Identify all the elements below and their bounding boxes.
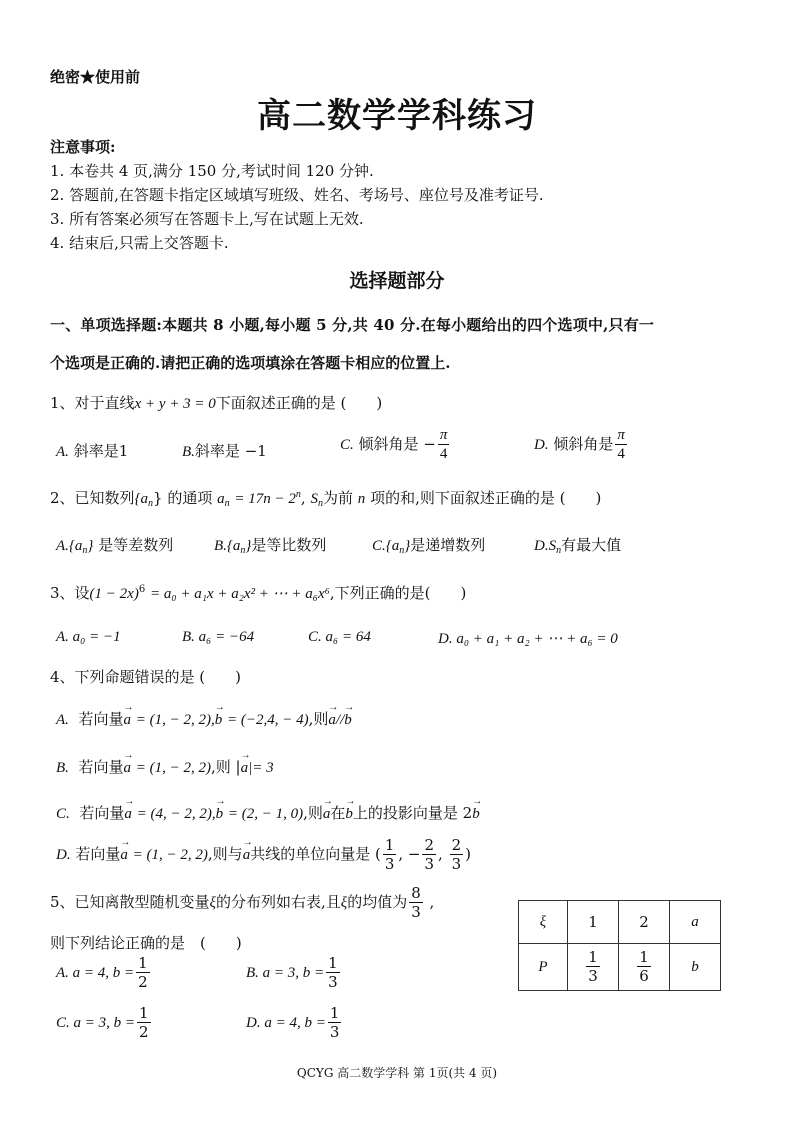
question-5-stem-line2: 则下列结论正确的是 ( ) [50,934,242,952]
q5-option-d: D. a = 4, b = $\frac{1}{3}$ [246,1004,340,1041]
q1-option-d: D. 倾斜角是 $\frac{\pi}{4}$ [534,427,625,462]
notice-item: 1. 本卷共 4 页,满分 150 分,考试时间 120 分钟. [50,162,374,180]
table-cell: b [670,944,721,991]
q4-option-a: A. 若向量→ a = (1, − 2, 2),→ b = (−2,4, − 4),则→ a//→ b [56,708,352,729]
section-instruction: 一、单项选择题:本题共 8 小题,每小题 5 分,共 40 分.在每小题给出的四个选项中,只有一 [50,316,655,334]
distribution-table [518,900,721,991]
question-3-stem: 3、设$(1 - 2x)^6 = a_0 + a_1x + a_2x^2$ + ⋯ + a₆x⁶,下列正确的是( ) [50,584,467,602]
table-cell: $\frac{1}{6}$ [619,944,670,991]
q4-option-b: B. 若向量→ a = (1, − 2, 2),则 |→ a|= 3 [56,756,274,777]
q5-option-c: C. a = 3, b = $\frac{1}{2}$ [56,1004,149,1041]
notice-item: 2. 答题前,在答题卡指定区域填写班级、姓名、考场号、座位号及准考证号. [50,186,544,204]
question-4-stem: 4、下列命题错误的是 ( ) [50,668,242,686]
table-cell: P [519,944,568,991]
q2-option-d: $D.S_n$有最大值 [534,536,622,556]
table-cell: 2 [619,901,670,944]
question-1-stem: 1、对于直线x + y + 3 = 0下面叙述正确的是 ( ) [50,394,383,412]
question-2-stem: 2、已知数列$\{a_n\}$ 的通项 $a_n = 17n - 2^n$, $S_n$为前 n 项的和,则下面叙述正确的是 ( ) [50,489,602,509]
notice-item: 4. 结束后,只需上交答题卡. [50,234,229,252]
q2-option-a: $A.\{a_n\}$ 是等差数列 [56,536,174,556]
section-instruction: 个选项是正确的.请把正确的选项填涂在答题卡相应的位置上. [50,354,451,372]
q1-option-c: C. 倾斜角是 − $\frac{\pi}{4}$ [340,427,448,462]
page-title: 高二数学学科练习 [257,96,537,136]
notice-item: 3. 所有答案必须写在答题卡上,写在试题上无效. [50,210,364,228]
secret-label: 绝密★使用前 [50,68,141,86]
q4-option-d: D. 若向量→ a = (1, − 2, 2),则与→ a共线的单位向量是 ( $\frac{1}{3}$ , − $\frac{2}{3}$ , $\frac{2}{3}$ ) [56,838,471,872]
section-title: 选择题部分 [349,270,445,292]
q3-option-b: B. a₆ = −64 [182,629,255,645]
table-cell: $\frac{1}{3}$ [568,944,619,991]
q3-option-a: A. a₀ = −1 [56,629,121,645]
q3-option-d: D. a₀ + a₁ + a₂ + ⋯ + a₆ = 0 [438,631,618,647]
table-cell: a [670,901,721,944]
q3-option-c: C. a₆ = 64 [308,629,371,645]
table-cell: ξ [519,901,568,944]
question-5-stem: 5、已知离散型随机变量ξ的分布列如右表,且ξ的均值为 $\frac{8}{3}$ , [50,884,435,921]
q2-option-b: $B.\{a_n\}$是等比数列 [214,536,327,556]
q1-option-b: B.斜率是 −1 [182,442,267,460]
notice-heading: 注意事项: [50,138,116,156]
page-footer: QCYG 高二数学学科 第 1页(共 4 页) [296,1066,498,1080]
q5-option-a: A. a = 4, b = $\frac{1}{2}$ [56,954,148,991]
q4-option-c: C. 若向量→ a = (4, − 2, 2),→ b = (2, − 1, 0),则→ a在→ b上的投影向量是 2→ b [56,802,480,823]
q1-option-a: A. 斜率是1 [56,442,129,460]
q5-option-b: B. a = 3, b = $\frac{1}{3}$ [246,954,338,991]
q2-option-c: $C.\{a_n\}$是递增数列 [372,536,486,556]
table-cell: 1 [568,901,619,944]
